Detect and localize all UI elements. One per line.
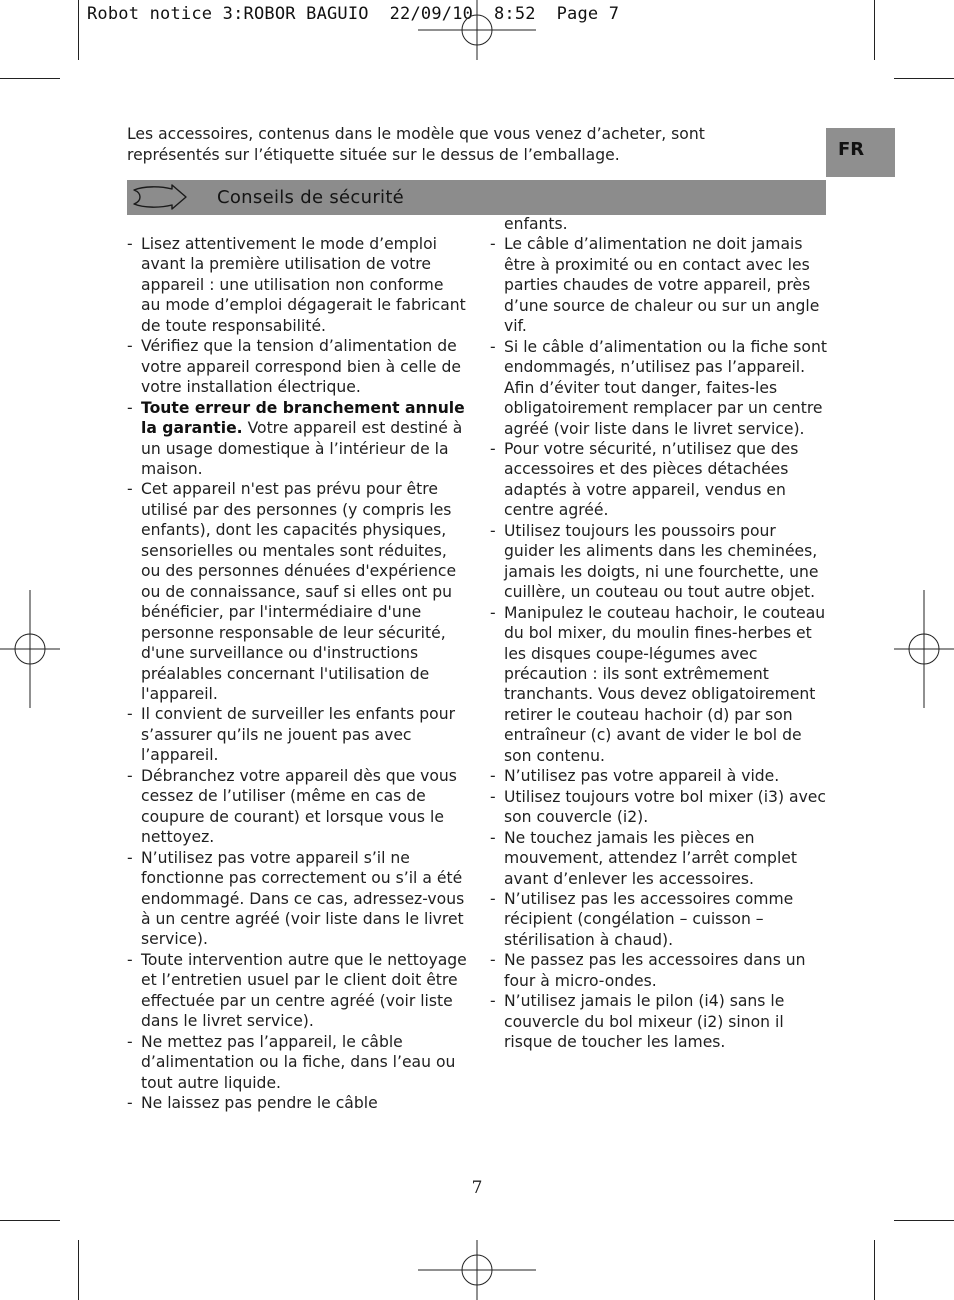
bullet-dash: - (490, 235, 496, 254)
print-slug: Robot notice 3:ROBOR BAGUIO 22/09/10 8:52 Page 7 (87, 4, 620, 24)
bullet-dash: - (490, 767, 496, 786)
list-item (127, 704, 467, 765)
crop-mark (0, 78, 60, 79)
item-text: Toute intervention autre que le nettoyage et l’entretien usuel par le client doit être effectuée par un centre agréé (voir liste dans le livret service). (141, 950, 467, 1031)
intro-paragraph: Les accessoires, contenus dans le modèle que vous venez d’acheter, sont représentés sur l’étiquette située sur le dessus de l’emballage. (127, 125, 705, 164)
list-item (490, 787, 830, 828)
item-text: N’utilisez jamais le pilon (i4) sans le couvercle du bol mixeur (i2) sinon il risque de toucher les lames. (504, 992, 785, 1052)
crop-mark (78, 0, 79, 60)
item-text: Utilisez toujours votre bol mixer (i3) avec son couvercle (i2). (504, 787, 826, 827)
bullet-dash: - (127, 1094, 133, 1113)
list-item (490, 337, 830, 439)
registration-mark-icon (418, 0, 536, 60)
bullet-dash: - (127, 950, 133, 969)
bullet-dash: - (490, 337, 496, 356)
bullet-dash: - (490, 439, 496, 458)
registration-mark-icon (418, 1240, 536, 1300)
item-text: Ne passez pas les accessoires dans un four à micro-ondes. (504, 951, 806, 990)
crop-mark (78, 1240, 79, 1300)
list-item (127, 336, 467, 397)
bullet-dash: - (127, 705, 133, 724)
list-item (490, 889, 830, 950)
item-text: Pour votre sécurité, n’utilisez que des accessoires et des pièces détachées adaptés à votre appareil, vendus en centre agréé. (504, 439, 799, 520)
item-text: Manipulez le couteau hachoir, le couteau du bol mixer, du moulin fines-herbes et les disques coupe-légumes avec précaution : ils sont extrêmement tranchants. Vous devez obligatoirement retirer le couteau hachoir (d) par son entraîneur (c) avant de vider le bol de son contenu. (504, 603, 826, 765)
registration-mark-icon (894, 590, 954, 708)
section-title: Conseils de sécurité (217, 187, 405, 208)
bullet-dash: - (127, 848, 133, 867)
item-text: Lisez attentivement le mode d’emploi avant la première utilisation de votre appareil : une utilisation non conforme au mode d’emploi dégagerait le fabricant de toute responsabilité. (141, 235, 466, 335)
right-column (490, 214, 830, 1053)
item-text: Vérifiez que la tension d’alimentation de votre appareil correspond bien à celle de votre installation électrique. (141, 337, 461, 397)
item-text: Débranchez votre appareil dès que vous cessez de l’utiliser (même en cas de coupure de courant) et lorsque vous le nettoyez. (141, 766, 457, 847)
list-item (490, 828, 830, 889)
arrow-right-icon (132, 184, 188, 211)
language-tab: FR (826, 128, 895, 177)
list-item (127, 479, 467, 704)
item-text: Il convient de surveiller les enfants pour s’assurer qu’ils ne jouent pas avec l’appareil. (141, 705, 455, 765)
crop-mark (894, 78, 954, 79)
list-item (490, 439, 830, 521)
bullet-dash: - (490, 787, 496, 806)
crop-mark (874, 0, 875, 60)
bullet-dash: - (490, 603, 496, 622)
bullet-dash: - (490, 828, 496, 847)
item-text: Ne laissez pas pendre le câble (141, 1094, 378, 1113)
list-item (127, 234, 467, 336)
item-text: Le câble d’alimentation ne doit jamais être à proximité ou en contact avec les parties chaudes de votre appareil, près d’une source de chaleur ou sur un angle vif. (504, 235, 820, 336)
list-item (490, 950, 830, 991)
item-text: Utilisez toujours les poussoirs pour guider les aliments dans les cheminées, jamais les doigts, ni une fourchette, une cuillère, un couteau ou tout autre objet. (504, 521, 819, 602)
list-item (127, 1093, 467, 1113)
item-text: N’utilisez pas les accessoires comme récipient (congélation – cuisson – stérilisation à chaud). (504, 889, 794, 949)
bullet-dash: - (127, 337, 133, 356)
section-banner (127, 180, 826, 215)
item-text: Ne mettez pas l’appareil, le câble d’alimentation ou la fiche, dans l’eau ou tout autre liquide. (141, 1032, 456, 1092)
item-text: Votre appareil est destiné à un usage domestique à l’intérieur de la maison. (141, 419, 463, 478)
bullet-dash: - (490, 992, 496, 1011)
item-text: Cet appareil n'est pas prévu pour être utilisé par des personnes (y compris les enfants), dont les capacités physiques, sensorielles ou mentales sont réduites, ou des personnes dénuées d'expérience ou de connaissance, sauf si elles ont pu bénéficier, par l'intermédiaire d'une personne responsable de leur sécurité, d'une surveillance ou d'instructions préalables concernant l'utilisation de l'appareil. (141, 480, 457, 703)
bullet-dash: - (127, 398, 133, 417)
item-text: N’utilisez pas votre appareil à vide. (504, 767, 780, 786)
list-item (490, 521, 830, 603)
registration-mark-icon (0, 590, 60, 708)
item-text: N’utilisez pas votre appareil s’il ne fonctionne pas correctement ou s’il a été endommagé. Dans ce cas, adressez-vous à un centre agréé (voir liste dans le livret service). (141, 848, 465, 949)
left-column (127, 234, 467, 1113)
list-item (127, 1032, 467, 1093)
bullet-dash: - (127, 1032, 133, 1051)
bullet-dash: - (490, 521, 496, 540)
list-item (127, 950, 467, 1032)
list-item (490, 766, 830, 786)
bold-text: Toute erreur de branchement annule la garantie. (141, 398, 465, 438)
list-item (127, 766, 467, 848)
list-item (490, 603, 830, 767)
bullet-dash: - (127, 235, 133, 253)
bullet-dash: - (127, 480, 133, 499)
bullet-dash: - (490, 889, 496, 908)
crop-mark (874, 1240, 875, 1300)
item-text: Si le câble d’alimentation ou la fiche sont endommagés, n’utilisez pas l’appareil. Afin d’éviter tout danger, faites-les obligatoirement remplacer par un centre agréé (voir liste dans le livret service). (504, 337, 827, 438)
right-column-list (490, 234, 830, 1052)
list-item (127, 848, 467, 950)
list-item (490, 991, 830, 1052)
list-item (127, 398, 467, 480)
page-number: 7 (471, 1178, 483, 1198)
item-text: Ne touchez jamais les pièces en mouvement, attendez l’arrêt complet avant d’enlever les accessoires. (504, 828, 797, 888)
list-item (490, 234, 830, 336)
crop-mark (894, 1220, 954, 1221)
bullet-dash: - (127, 766, 133, 785)
continuation-text: enfants. (504, 215, 568, 233)
crop-mark (0, 1220, 60, 1221)
bullet-dash: - (490, 951, 496, 970)
